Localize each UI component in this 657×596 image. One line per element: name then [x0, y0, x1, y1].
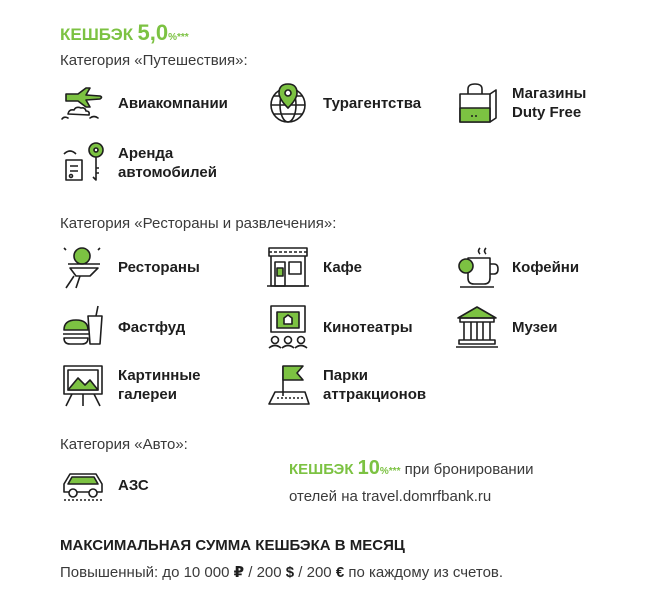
item-fastfood: [60, 304, 185, 350]
item-cafe: [265, 244, 362, 290]
max-sep-2: / 200: [294, 564, 336, 581]
museum-icon: [454, 304, 500, 350]
park-flag-icon: [265, 362, 311, 408]
promo-cashback-suffix: %***: [379, 466, 401, 477]
coffee-cup-icon: [454, 244, 500, 290]
globe-pin-icon: [265, 80, 311, 126]
easel-icon: [60, 362, 106, 408]
item-airlines: [60, 80, 228, 126]
item-coffee: [454, 244, 579, 290]
car-icon: [60, 462, 106, 508]
item-label: Кофейни: [512, 258, 580, 276]
category-travel-title: Категория «Путешествия»:: [60, 52, 248, 69]
item-label: Рестораны: [118, 258, 200, 276]
max-suffix: по каждому из счетов.: [344, 564, 504, 581]
item-label: Аренда автомобилей: [118, 145, 217, 181]
item-museums: [454, 304, 557, 350]
item-car-rental: [60, 140, 217, 186]
item-galleries: [60, 362, 201, 408]
max-sum-title: МАКСИМАЛЬНАЯ СУММА КЕШБЭКА В МЕСЯЦ: [60, 537, 405, 554]
car-key-icon: [60, 140, 106, 186]
category-auto-title: Категория «Авто»:: [60, 436, 188, 453]
item-label: Картинные галереи: [118, 367, 201, 403]
item-label: Кафе: [323, 258, 362, 276]
hotel-promo-line-1: [289, 456, 533, 484]
cinema-icon: [265, 304, 311, 350]
waiter-tray-icon: [60, 244, 106, 290]
item-label: Магазины Duty Free: [512, 85, 587, 121]
item-restaurants: [60, 244, 200, 290]
cashback-suffix: %***: [168, 32, 189, 43]
promo-text-1: при бронировании: [400, 461, 534, 478]
item-travel-agencies: [265, 80, 421, 126]
hotel-promo: [289, 456, 533, 509]
item-gas-stations: [60, 462, 149, 508]
promo-text-2: отелей на travel.domrfbank.ru: [289, 488, 492, 505]
max-prefix: Повышенный: до 10 000: [60, 564, 234, 581]
currency-rub: ₽: [233, 564, 245, 581]
burger-drink-icon: [60, 304, 106, 350]
promo-cashback-word: КЕШБЭК: [289, 461, 354, 478]
max-sum-text: [60, 563, 503, 581]
item-parks: [265, 362, 426, 408]
cashback-title: [60, 20, 189, 46]
category-food-title: Категория «Рестораны и развлечения»:: [60, 215, 337, 232]
cafe-building-icon: [265, 244, 311, 290]
cashback-value: 5,0: [137, 20, 169, 45]
item-duty-free: [454, 80, 586, 126]
currency-eur: €: [335, 564, 345, 581]
item-cinema: [265, 304, 413, 350]
item-label: Кинотеатры: [323, 318, 413, 336]
max-sep-1: / 200: [244, 564, 286, 581]
item-label: Парки аттракционов: [323, 367, 427, 403]
currency-usd: $: [285, 564, 295, 581]
item-label: Фастфуд: [118, 318, 186, 336]
item-label: Авиакомпании: [118, 94, 228, 112]
cashback-word: КЕШБЭК: [60, 25, 134, 44]
airplane-icon: [60, 80, 106, 126]
shopping-bag-icon: [454, 80, 500, 126]
promo-cashback-value: 10: [357, 457, 380, 479]
item-label: Турагентства: [323, 94, 422, 112]
item-label: АЗС: [118, 476, 149, 494]
item-label: Музеи: [512, 318, 558, 336]
